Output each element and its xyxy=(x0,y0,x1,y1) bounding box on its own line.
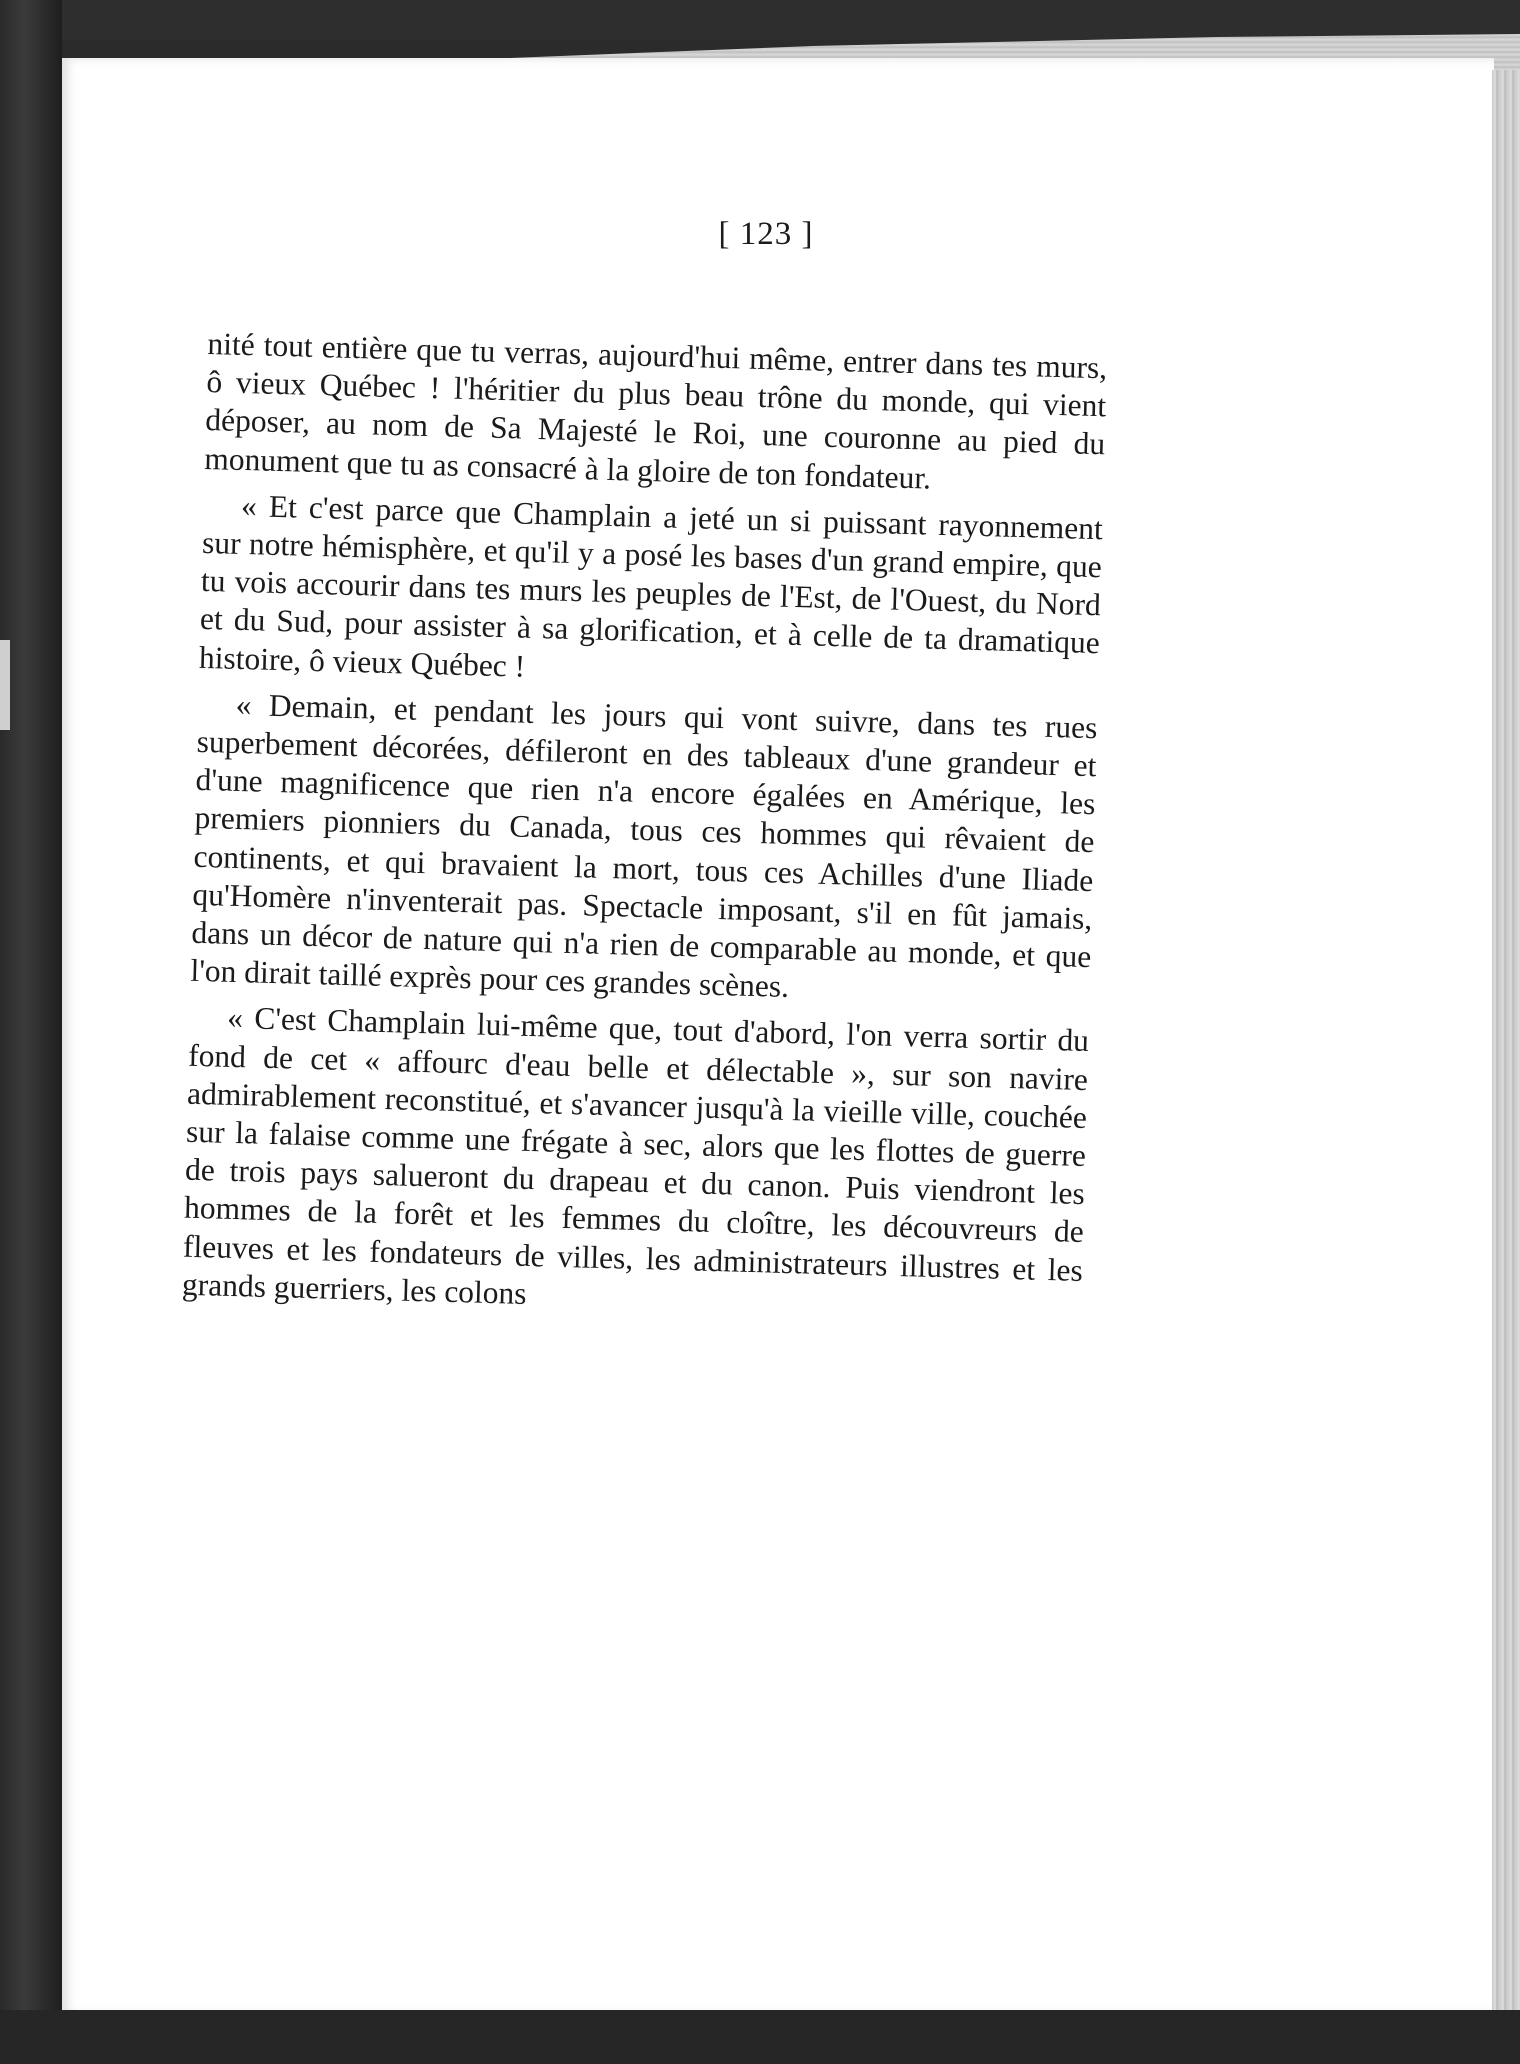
book-spine-gutter xyxy=(0,0,62,2064)
scan-top-border xyxy=(0,0,1520,40)
paragraph-3: « Demain, et pendant les jours qui vont suivre, dans tes rues superbement décorées, défileront en des tableaux d'une grandeur et d'une magnificence que rien n'a encore égalées en Amérique, les premiers pionniers du Canada, tous ces hommes qui rêvaient de continents, et qui bravaient la mort, tous ces Achilles d'une Iliade qu'Homère n'inventerait pas. Spectacle imposant, s'il en fût jamais, dans un décor de nature qui n'a rien de comparable au monde, et que l'on dirait taillé exprès pour ces grandes scènes. xyxy=(190,686,1098,1005)
paragraph-2: « Et c'est parce que Champlain a jeté un si puissant rayonnement sur notre hémisphère, et qu'il y a posé les bases d'un grand empire, que tu vois accourir dans tes murs les peuples de l'Est, de l'Ouest, du Nord et du Sud, pour assister à sa glorification, et à celle de ta dramatique histoire, ô vieux Québec ! xyxy=(198,487,1104,684)
paragraph-4: « C'est Champlain lui-même que, tout d'abord, l'on verra sortir du fond de cet « affourc d'eau belle et délectable », sur son navire admirablement reconstitué, et s'avancer jusqu'à la vieille ville, couchée sur la falaise comme une frégate à sec, alors que les flottes de guerre de trois pays salueront du drapeau et du canon. Puis viendront les hommes de la forêt et les femmes du cloître, les découvreurs de fleuves et les fondateurs de villes, les administrateurs illustres et les grands guerriers, les colons xyxy=(181,1000,1090,1311)
body-text xyxy=(182,325,1108,1328)
page-number: [ 123 ] xyxy=(718,216,814,252)
paragraph-1: nité tout entière que tu verras, aujourd'hui même, entrer dans tes murs, ô vieux Québec ! l'héritier du plus beau trône du monde, qui vient déposer, au nom de Sa Majesté le Roi, une couronne au pied du monument que tu as consacré à la gloire de ton fondateur. xyxy=(203,325,1108,496)
page-stack-right-edge xyxy=(1492,70,1520,2020)
scan-bottom-border xyxy=(0,2010,1520,2064)
gutter-highlight xyxy=(0,640,10,730)
